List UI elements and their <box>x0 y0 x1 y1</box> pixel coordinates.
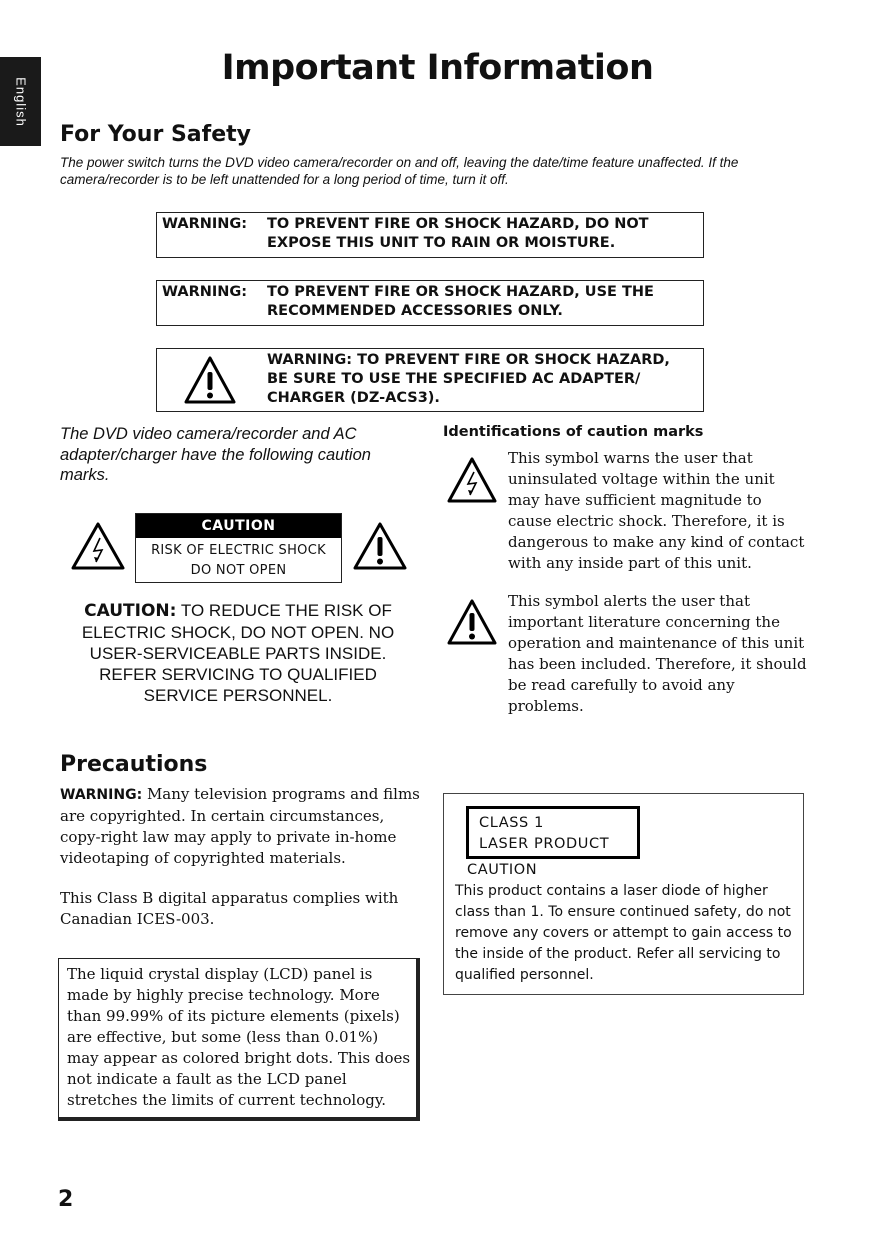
page-number: 2 <box>58 1187 74 1212</box>
laser-notice-box <box>443 793 804 995</box>
caution-label-line2: DO NOT OPEN <box>190 563 287 578</box>
laser-caution-text: This product contains a laser diode of higher class than 1. To ensure continued safety, do not remove any covers or attempt to gain access to the inside of the product. Refer all servicing to qualified personnel. <box>455 883 792 983</box>
page-title: Important Information <box>221 48 654 88</box>
class1-line2: LASER PRODUCT <box>479 836 610 852</box>
warning-text: WARNING: TO PREVENT FIRE OR SHOCK HAZARD, BE SURE TO USE THE SPECIFIED AC ADAPTER/ CHARGER (DZ-ACS3). <box>267 352 670 406</box>
copyright-warning-text: Many television programs and films are copyrighted. In certain circumstances, copy-right law may apply to private in-home videotaping of copyrighted materials. <box>60 785 420 867</box>
copyright-warning <box>60 784 420 869</box>
warning-box-1 <box>156 212 704 258</box>
caution-statement <box>60 600 416 706</box>
laser-caution-label: CAUTION <box>467 862 538 878</box>
lcd-notice-text: The liquid crystal display (LCD) panel is made by highly precise technology. More than 99.99% of its picture elements (pixels) are effective, but some (less than 0.01%) may appear as colored bright dots. This does not indicate a fault as the LCD panel stretches the limits of current technology. <box>67 965 411 1109</box>
ices-compliance: This Class B digital apparatus complies with Canadian ICES-003. <box>60 889 399 928</box>
caution-statement-text: TO REDUCE THE RISK OF ELECTRIC SHOCK, DO NOT OPEN. NO USER-SERVICEABLE PARTS INSIDE. REFER SERVICING TO QUALIFIED SERVICE PERSONNEL. <box>81 601 395 705</box>
copyright-warning-lead: WARNING: <box>60 787 143 803</box>
identification-item-2: This symbol alerts the user that important literature concerning the operation and maintenance of this unit has been included. Therefore, it should be read carefully to avoid any problems. <box>508 592 807 715</box>
language-tab-label: English <box>13 76 28 127</box>
exclamation-triangle-icon <box>183 355 237 405</box>
warning-text: TO PREVENT FIRE OR SHOCK HAZARD, USE THE RECOMMENDED ACCESSORIES ONLY. <box>267 284 654 319</box>
caution-label-header: CAUTION <box>136 514 341 538</box>
safety-heading: For Your Safety <box>60 122 251 147</box>
precautions-heading: Precautions <box>60 752 208 777</box>
class1-line1: CLASS 1 <box>479 815 544 831</box>
caution-statement-lead: CAUTION: <box>84 601 177 621</box>
caution-marks-intro: The DVD video camera/recorder and AC adapter/charger have the following caution marks. <box>60 425 371 484</box>
lightning-triangle-icon <box>446 456 498 504</box>
class1-label <box>466 806 640 859</box>
warning-label: WARNING: <box>162 284 248 300</box>
warning-box-3 <box>156 348 704 412</box>
exclamation-triangle-icon <box>352 521 408 571</box>
identification-item-1: This symbol warns the user that uninsulated voltage within the unit may have sufficient magnitude to cause electric shock. Therefore, it is dangerous to make any kind of contact with any inside part of this unit. <box>508 449 805 572</box>
warning-label: WARNING: <box>162 216 248 232</box>
safety-intro: The power switch turns the DVD video camera/recorder on and off, leaving the date/time feature unaffected. If the camera/recorder is to be left unattended for a long period of time, turn it off. <box>60 155 739 187</box>
warning-text: TO PREVENT FIRE OR SHOCK HAZARD, DO NOT EXPOSE THIS UNIT TO RAIN OR MOISTURE. <box>267 216 649 251</box>
exclamation-triangle-icon <box>446 598 498 646</box>
identification-heading: Identifications of caution marks <box>443 424 704 440</box>
caution-label-line1: RISK OF ELECTRIC SHOCK <box>151 543 326 558</box>
caution-label <box>135 513 342 583</box>
lcd-notice-box <box>58 958 420 1121</box>
warning-box-2 <box>156 280 704 326</box>
lightning-triangle-icon <box>70 521 126 571</box>
